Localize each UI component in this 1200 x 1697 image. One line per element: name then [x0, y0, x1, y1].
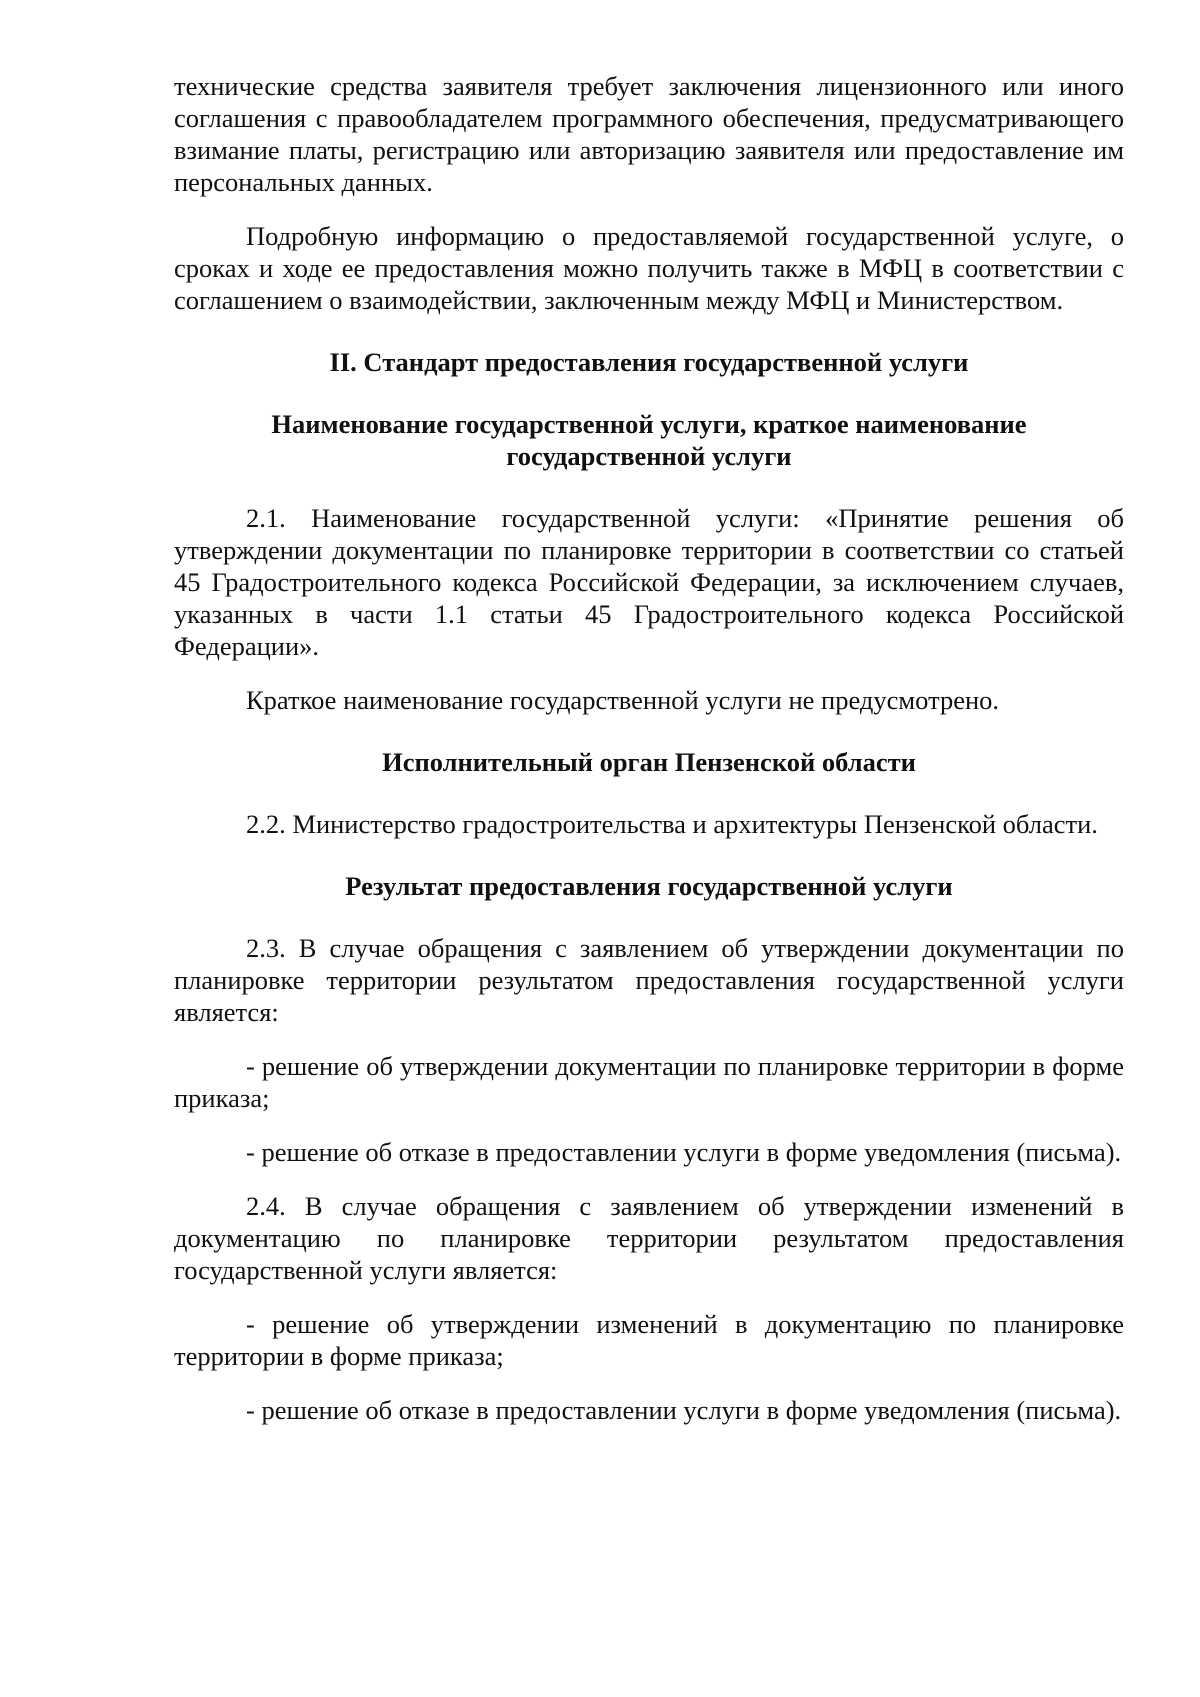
section-title: II. Стандарт предоставления государственной услуги [329, 347, 969, 377]
paragraph-2-3: 2.3. В случае обращения с заявлением об утверждении документации по планировке территории результатом предоставления государственной услуги является: [174, 933, 1124, 1027]
paragraph-mfc-info: Подробную информацию о предоставляемой государственной услуге, о сроках и ходе ее предоставления можно получить также в МФЦ в соответствии с соглашением о взаимодействии, заключенным между МФЦ и Министерством. [174, 221, 1124, 315]
paragraph-software-requirements: технические средства заявителя требует заключения лицензионного или иного соглашения с правообладателем программного обеспечения, предусматривающего взимание платы, регистрацию или авторизацию заявителя или предоставление им персональных данных. [174, 71, 1124, 197]
list-item-2-4-refusal: - решение об отказе в предоставлении услуги в форме уведомления (письма). [246, 1395, 1122, 1425]
paragraph-2-1: 2.1. Наименование государственной услуги: «Принятие решения об утверждении документации по планировке территории в соответствии со статьей 45 Градостроительного кодекса Российской Федерации, за исключением случаев, указанных в части 1.1 статьи 45 Градостроительного кодекса Российской Федерации». [174, 503, 1124, 661]
heading-service-name-line1: Наименование государственной услуги, краткое наименование [271, 409, 1027, 439]
document-body [174, 70, 1124, 1426]
heading-service-name-line2: государственной услуги [506, 441, 792, 471]
list-item-2-4-approval: - решение об утверждении изменений в документацию по планировке территории в форме приказа; [174, 1309, 1124, 1371]
paragraph-2-4: 2.4. В случае обращения с заявлением об утверждении изменений в документацию по планировке территории результатом предоставления государственной услуги является: [174, 1191, 1124, 1285]
paragraph-short-name: Краткое наименование государственной услуги не предусмотрено. [246, 685, 1000, 715]
paragraph-2-2: 2.2. Министерство градостроительства и архитектуры Пензенской области. [246, 809, 1098, 839]
list-item-2-3-refusal: - решение об отказе в предоставлении услуги в форме уведомления (письма). [246, 1137, 1122, 1167]
heading-service-result: Результат предоставления государственной услуги [345, 871, 953, 901]
heading-executive-body: Исполнительный орган Пензенской области [382, 747, 916, 777]
list-item-2-3-approval: - решение об утверждении документации по планировке территории в форме приказа; [174, 1051, 1124, 1113]
